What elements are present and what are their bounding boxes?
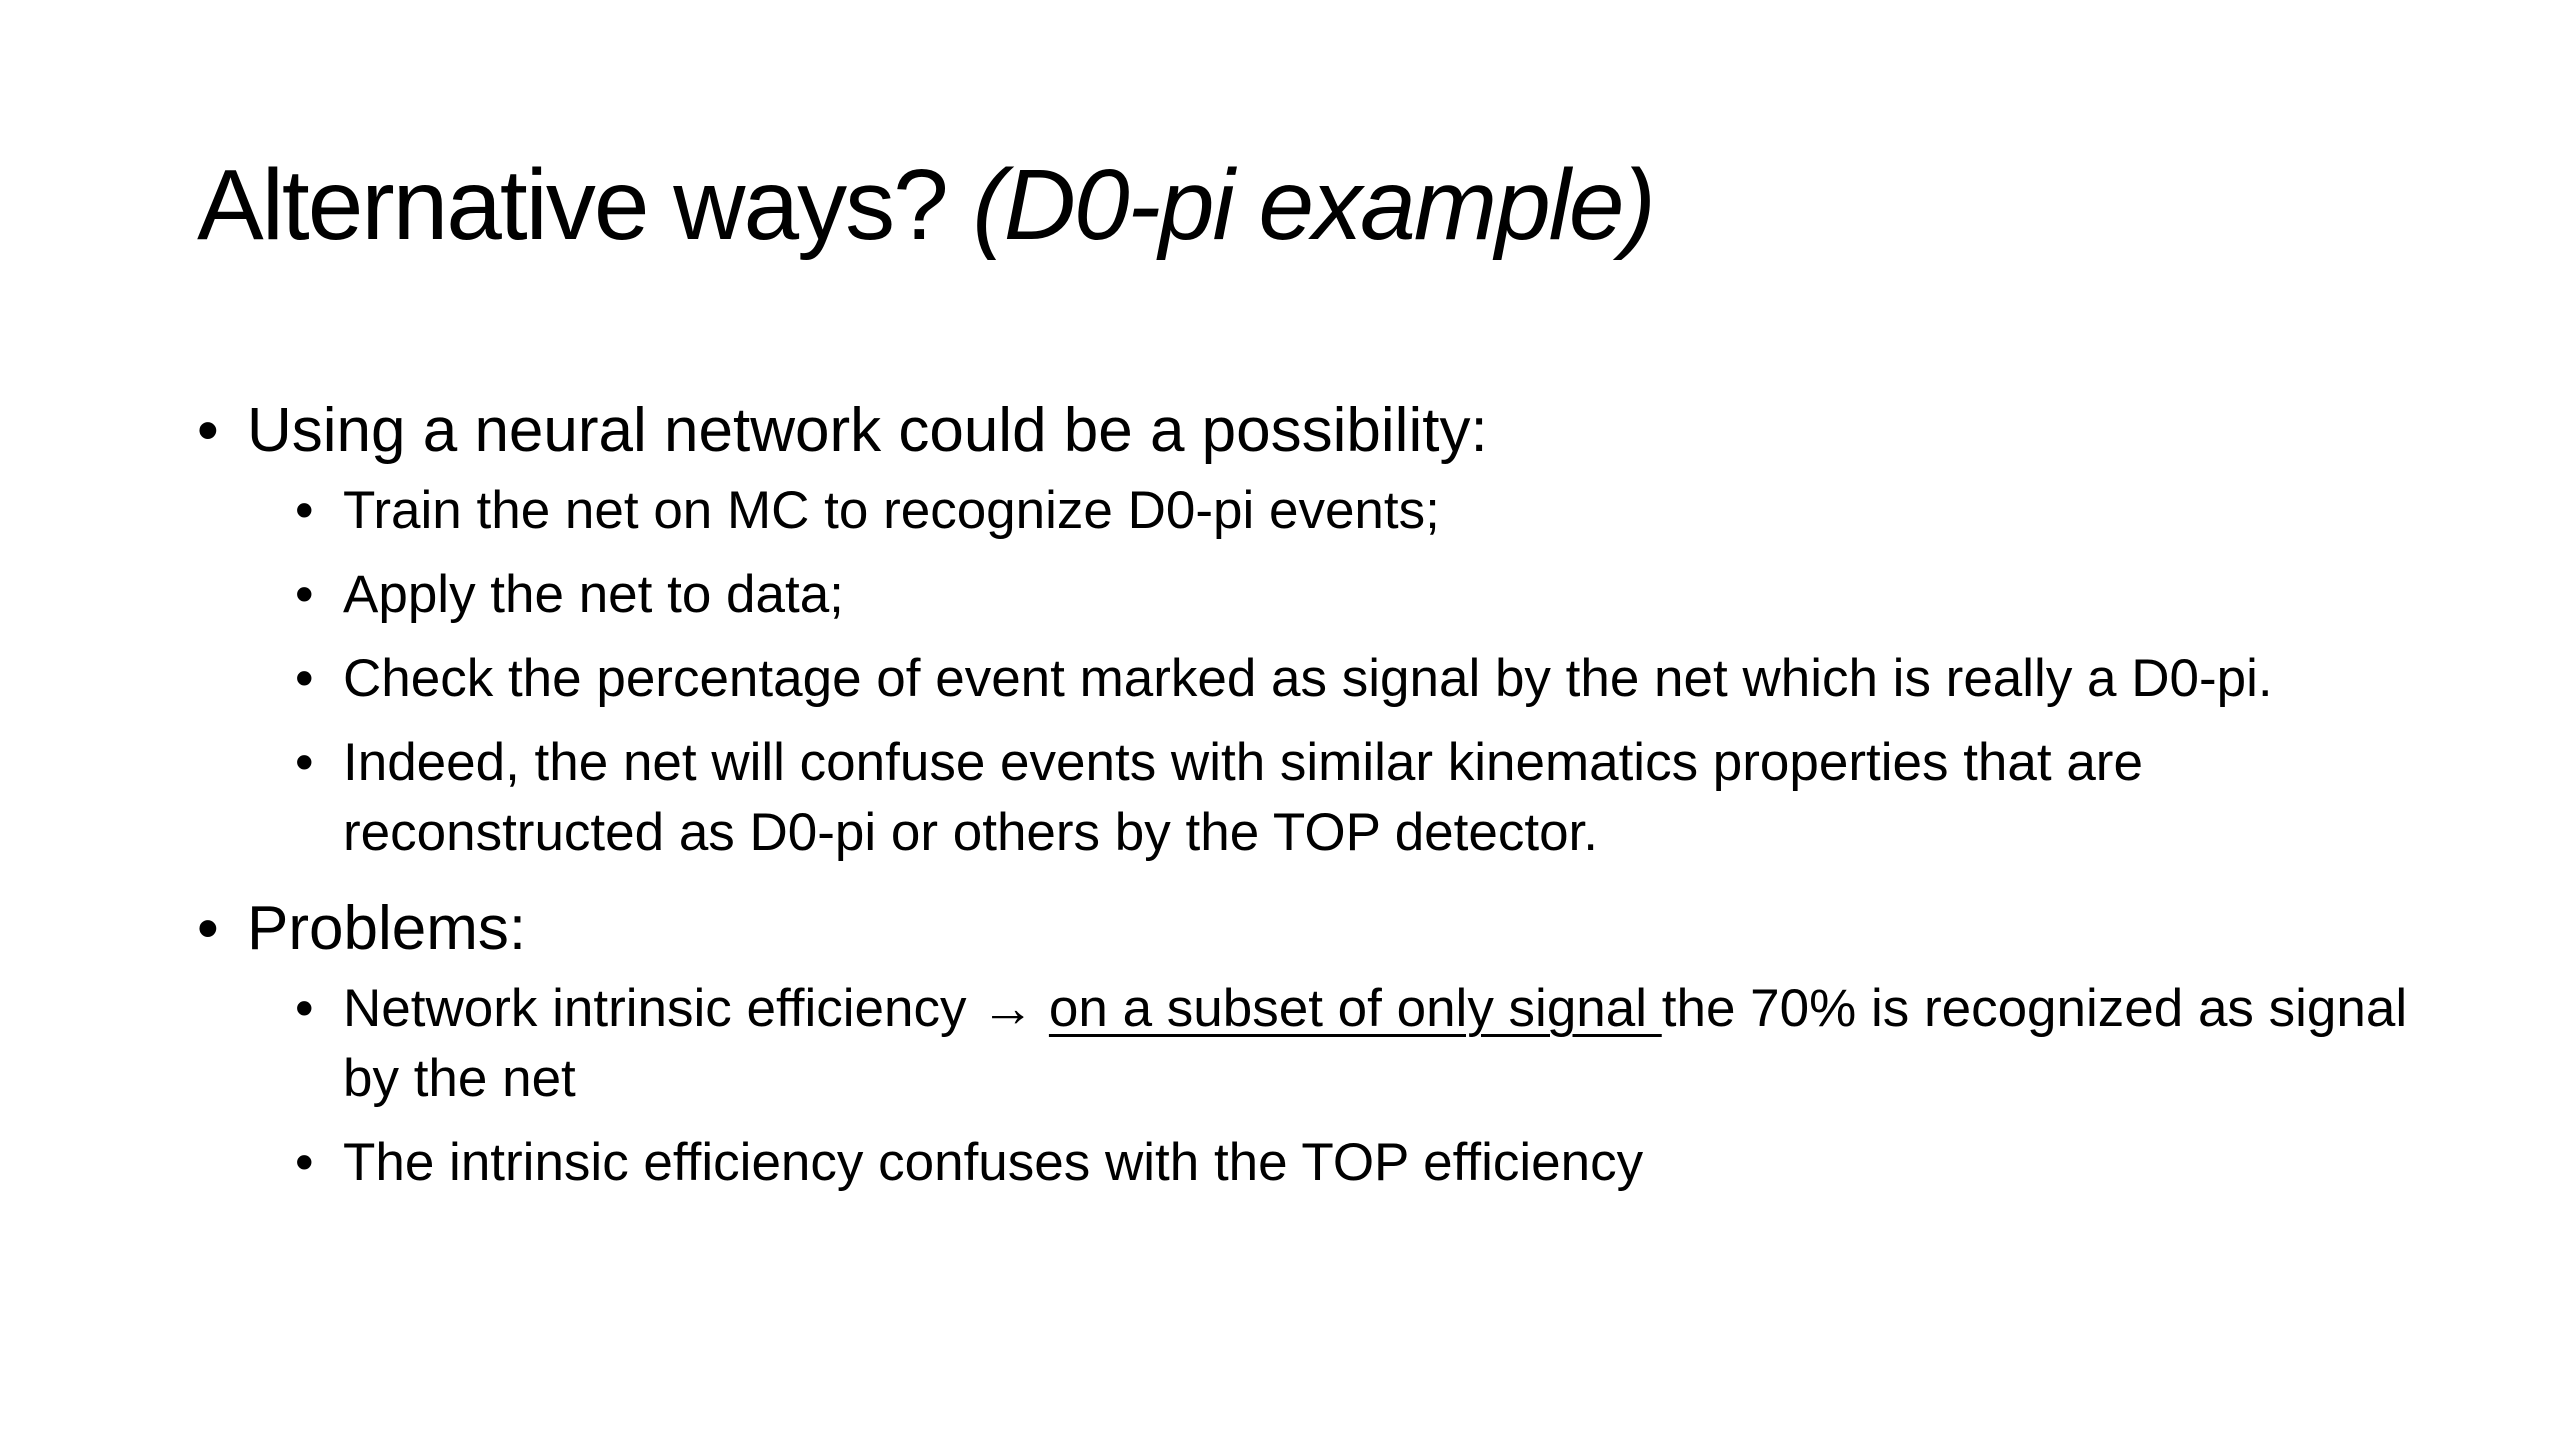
sub-bullet-net-confuses: • Indeed, the net will confuse events with similar kinematics properties that are reconstructed as D0-pi or others by the TOP detector. (197, 728, 2437, 868)
bullet-problems: • Problems: (197, 886, 2437, 972)
sub-bullet-train-net: • Train the net on MC to recognize D0-pi events; (197, 476, 2437, 546)
sub-bullet-check-percentage: • Check the percentage of event marked as signal by the net which is really a D0-pi. (197, 644, 2437, 714)
efficiency-text-after: the 70% is recognized as signal by the net (343, 979, 2408, 1108)
sub-bullet-top-efficiency: • The intrinsic efficiency confuses with the TOP efficiency (197, 1128, 2437, 1198)
sub-bullet-apply-net: • Apply the net to data; (197, 560, 2437, 630)
efficiency-text-before: Network intrinsic efficiency → (343, 979, 1049, 1038)
slide-title (197, 150, 1654, 260)
sub-bullet-intrinsic-efficiency (197, 974, 2437, 1114)
slide-title-main: Alternative ways? (197, 149, 973, 261)
efficiency-text-underlined: on a subset of only signal (1048, 979, 1662, 1038)
bullet-neural-network: • Using a neural network could be a possibility: (197, 388, 2437, 474)
slide-title-italic: (D0-pi example) (972, 149, 1654, 261)
slide-body (197, 388, 2437, 1198)
